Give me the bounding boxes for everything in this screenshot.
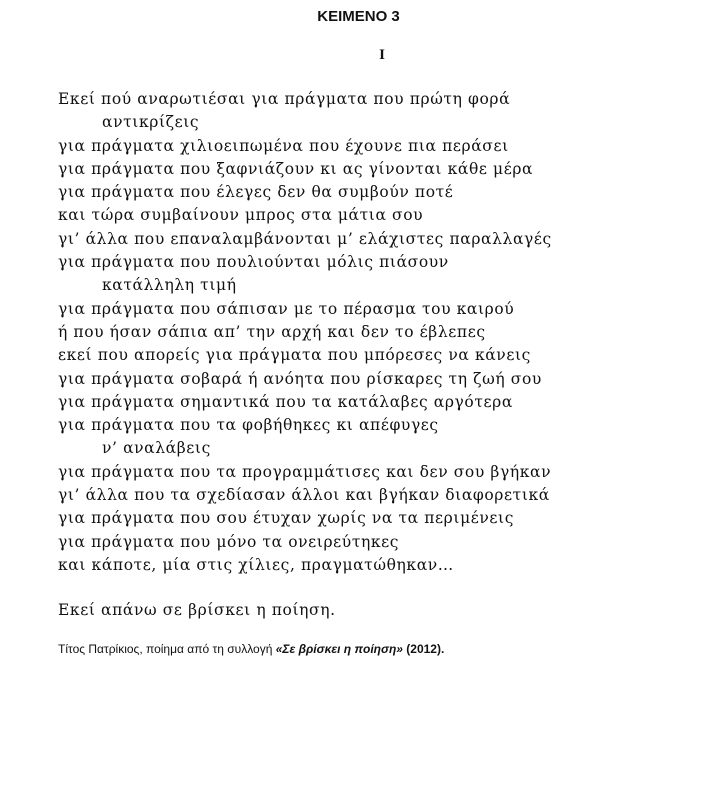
poem-line: κατάλληλη τιμή	[102, 276, 237, 295]
poem-line: για πράγματα που σου έτυχαν χωρίς να τα περιμένεις	[58, 509, 514, 528]
citation-author: Τίτος Πατρίκιος, ποίημα από τη συλλογή	[58, 642, 276, 656]
section-numeral: Ι	[379, 47, 385, 63]
poem-line: γι’ άλλα που επαναλαμβάνονται μ’ ελάχιστες παραλλαγές	[58, 229, 552, 248]
poem-line: Εκεί πού αναρωτιέσαι για πράγματα που πρώτη φορά	[58, 90, 511, 108]
poem-line: και κάποτε, μία στις χίλιες, πραγματώθηκαν…	[58, 555, 454, 574]
citation-work-title: «Σε βρίσκει η ποίηση»	[275, 642, 403, 656]
poem-body	[58, 88, 698, 577]
poem-line: ν’ αναλάβεις	[102, 439, 211, 458]
poem-line: για πράγματα που σάπισαν με το πέρασμα του καιρού	[58, 299, 515, 318]
citation-year: (2012).	[402, 642, 445, 656]
poem-line: για πράγματα που πουλιούνται μόλις πιάσουν	[58, 253, 449, 272]
poem-line: αντικρίζεις	[102, 113, 200, 132]
poem-line: ή που ήσαν σάπια απ’ την αρχή και δεν το έβλεπες	[58, 322, 486, 341]
source-citation	[58, 642, 444, 656]
poem-line: για πράγματα που τα προγραμμάτισες και δεν σου βγήκαν	[58, 462, 552, 481]
poem-line: για πράγματα που μόνο τα ονειρεύτηκες	[58, 532, 400, 551]
poem-line: για πράγματα σοβαρά ή ανόητα που ρίσκαρες τη ζωή σου	[58, 369, 542, 388]
poem-line: και τώρα συμβαίνουν μπρος στα μάτια σου	[58, 206, 424, 225]
document-title: ΚΕΙΜΕΝΟ 3	[317, 8, 400, 25]
poem-line: για πράγματα που έλεγες δεν θα συμβούν ποτέ	[58, 183, 454, 202]
poem-closing-line: Εκεί απάνω σε βρίσκει η ποίηση.	[58, 601, 336, 619]
poem-line: για πράγματα που τα φοβήθηκες κι απέφυγες	[58, 416, 439, 435]
poem-line: γι’ άλλα που τα σχεδίασαν άλλοι και βγήκαν διαφορετικά	[58, 486, 550, 505]
poem-line: για πράγματα σημαντικά που τα κατάλαβες αργότερα	[58, 392, 513, 411]
poem-line: για πράγματα χιλιοειπωμένα που έχουνε πια περάσει	[58, 136, 509, 155]
poem-line: για πράγματα που ξαφνιάζουν κι ας γίνονται κάθε μέρα	[58, 159, 534, 178]
poem-line: εκεί που απορείς για πράγματα που μπόρεσες να κάνεις	[58, 346, 531, 365]
